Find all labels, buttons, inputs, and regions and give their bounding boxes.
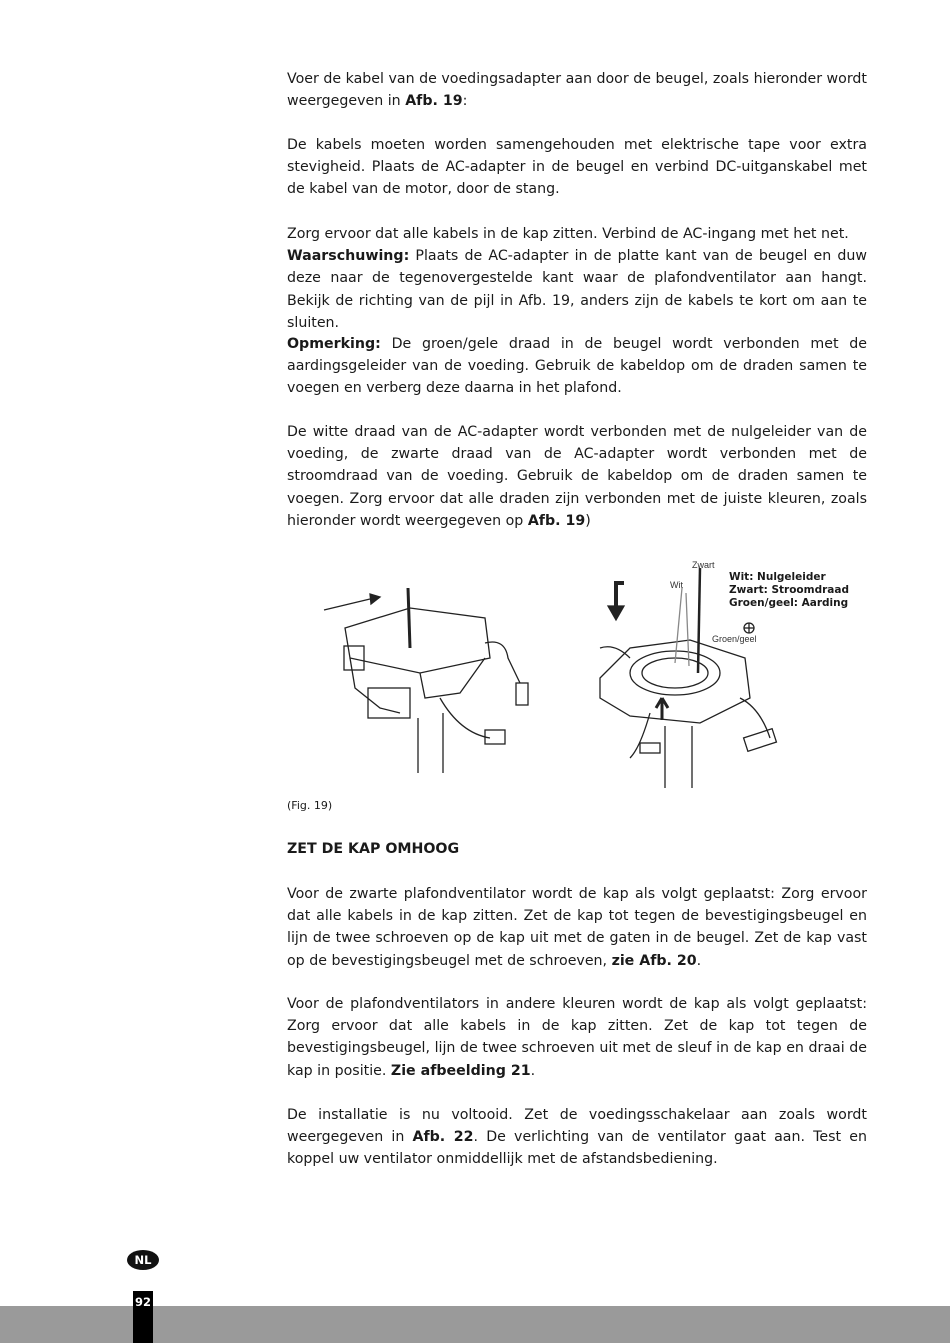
paragraph-8 (287, 1104, 867, 1171)
text: ) (585, 512, 591, 529)
bold-ref: Zie afbeelding 21 (390, 1062, 531, 1079)
warning-label: Waarschuwing: (287, 248, 410, 265)
label-groen-geel: Groen/geel (712, 634, 757, 644)
figure-caption: (Fig. 19) (287, 799, 333, 812)
figure-19 (300, 548, 880, 793)
text: . De verlichting van de ventilator gaat aan. Test en koppel uw ventilator onmiddellijk met de afstandsbediening. (287, 1129, 867, 1168)
language-badge: NL (127, 1250, 159, 1270)
section-heading: ZET DE KAP OMHOOG (287, 841, 460, 857)
text: . (530, 1062, 536, 1079)
note-label: Opmerking: (287, 336, 381, 352)
text: De installatie is nu voltooid. Zet de voedingsschakelaar aan zoals wordt weergegeven in (287, 1107, 867, 1146)
text: Zorg ervoor dat alle kabels in de kap zitten. Verbind de AC-ingang met het net. (287, 226, 849, 242)
legend-item: Zwart: Stroomdraad (729, 584, 849, 596)
page-number: 92 (133, 1291, 153, 1343)
paragraph-3 (287, 223, 867, 334)
paragraph-7 (287, 993, 867, 1082)
paragraph-6 (287, 883, 867, 972)
legend-item: Wit: Nulgeleider (729, 571, 826, 583)
bold-ref: Afb. 22 (412, 1129, 474, 1146)
text: Voer de kabel van de voedingsadapter aan door de beugel, zoals hieronder wordt weergegeven in (287, 71, 867, 110)
legend-item: Groen/geel: Aarding (729, 597, 849, 609)
text: : (462, 93, 468, 110)
label-zwart: Zwart (692, 560, 715, 570)
paragraph-2: De kabels moeten worden samengehouden met elektrische tape voor extra stevigheid. Plaats de AC-adapter in de beugel en verbind DC-uitganskabel met de kabel van de motor, door de stang. (287, 137, 867, 198)
text: De witte draad van de AC-adapter wordt verbonden met de nulgeleider van de voeding, de zwarte draad van de AC-adapter wordt verbonden met de stroomdraad van de voeding. Gebruik de kabeldop om de draden samen te voegen. Zorg ervoor dat alle draden zijn verbonden met de juiste kleuren, zoals hieronder wordt weergegeven op (287, 424, 867, 529)
text: Plaats de AC-adapter in de platte kant van de beugel en duw deze naar de tegenovergestelde kant waar de plafondventilator aan hangt. Bekijk de richting van de pijl in Afb. 19, anders zijn de kabels te kort om aan te sluiten. (287, 248, 867, 331)
paragraph-5 (287, 421, 867, 532)
text: Voor de zwarte plafondventilator wordt de kap als volgt geplaatst: Zorg ervoor dat alle kabels in de kap zitten. Zet de kap tot tegen de bevestigingsbeugel en lijn de twee schroeven op de kap uit met de gaten in de beugel. Zet de kap vast op de bevestigingsbeugel met de schroeven, (287, 886, 867, 969)
label-wit: Wit (670, 580, 683, 590)
text: De groen/gele draad in de beugel wordt verbonden met de aardingsgeleider van de voeding. Gebruik de kabeldop om de draden samen te voegen en verberg deze daarna in het plafond. (287, 336, 867, 397)
bold-ref: Afb. 19 (527, 512, 586, 529)
text: Voor de plafondventilators in andere kleuren wordt de kap als volgt geplaatst: Zorg ervoor dat alle kabels in de kap zitten. Zet de kap tot tegen de bevestigingsbeugel, lijn de twee schroeven uit met de sleuf in de kap en draai de kap in positie. (287, 996, 867, 1079)
wire-legend (729, 571, 849, 610)
paragraph-4 (287, 333, 867, 400)
bold-ref: Afb. 19 (405, 93, 463, 110)
bold-ref: zie Afb. 20 (611, 952, 697, 969)
paragraph-1 (287, 68, 867, 112)
text: . (696, 952, 702, 969)
